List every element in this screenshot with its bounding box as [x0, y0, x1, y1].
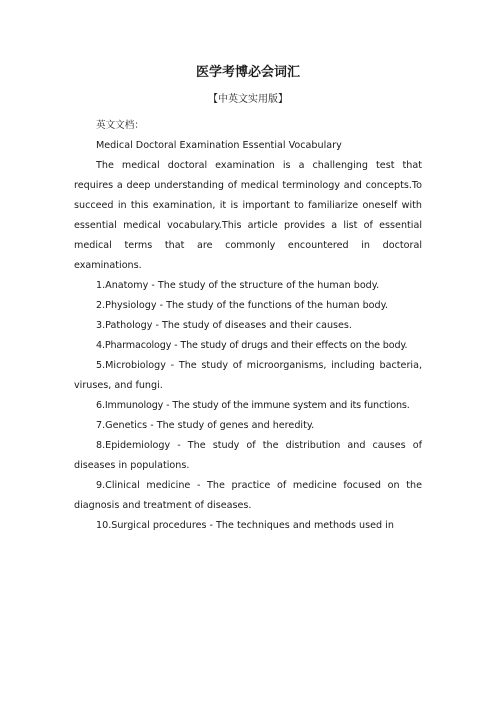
paragraph-intro: The medical doctoral examination is a challenging test that requires a deep understanding of medical terminology and concepts.To succeed in this examination, it is important to familiarize oneself with essential medical vocabulary.This article provides a list of essential medical terms that are commonly encountered in doctoral examinations. [74, 160, 422, 271]
term-item: 4.Pharmacology - The study of drugs and their effects on the body. [96, 340, 408, 351]
term-item: 7.Genetics - The study of genes and heredity. [96, 420, 315, 431]
term-item: 9.Clinical medicine - The practice of medicine focused on the diagnosis and treatment of diseases. [74, 480, 422, 511]
paragraph-heading: Medical Doctoral Examination Essential Vocabulary [96, 140, 342, 151]
term-item: 2.Physiology - The study of the functions of the human body. [96, 300, 388, 311]
document-body [74, 116, 422, 536]
term-item: 6.Immunology - The study of the immune system and its functions. [96, 400, 410, 411]
term-item: 5.Microbiology - The study of microorganisms, including bacteria, viruses, and fungi. [74, 360, 422, 391]
document-subtitle: 【中英文实用版】 [208, 94, 288, 105]
document-title: 医学考博必会词汇 [195, 65, 300, 80]
term-item: 8.Epidemiology - The study of the distribution and causes of diseases in populations. [74, 440, 422, 471]
term-item: 1.Anatomy - The study of the structure of the human body. [96, 280, 380, 291]
term-item: 10.Surgical procedures - The techniques and methods used in [96, 520, 394, 531]
paragraph-label: 英文文档： [96, 120, 144, 131]
term-item: 3.Pathology - The study of diseases and their causes. [96, 320, 352, 331]
